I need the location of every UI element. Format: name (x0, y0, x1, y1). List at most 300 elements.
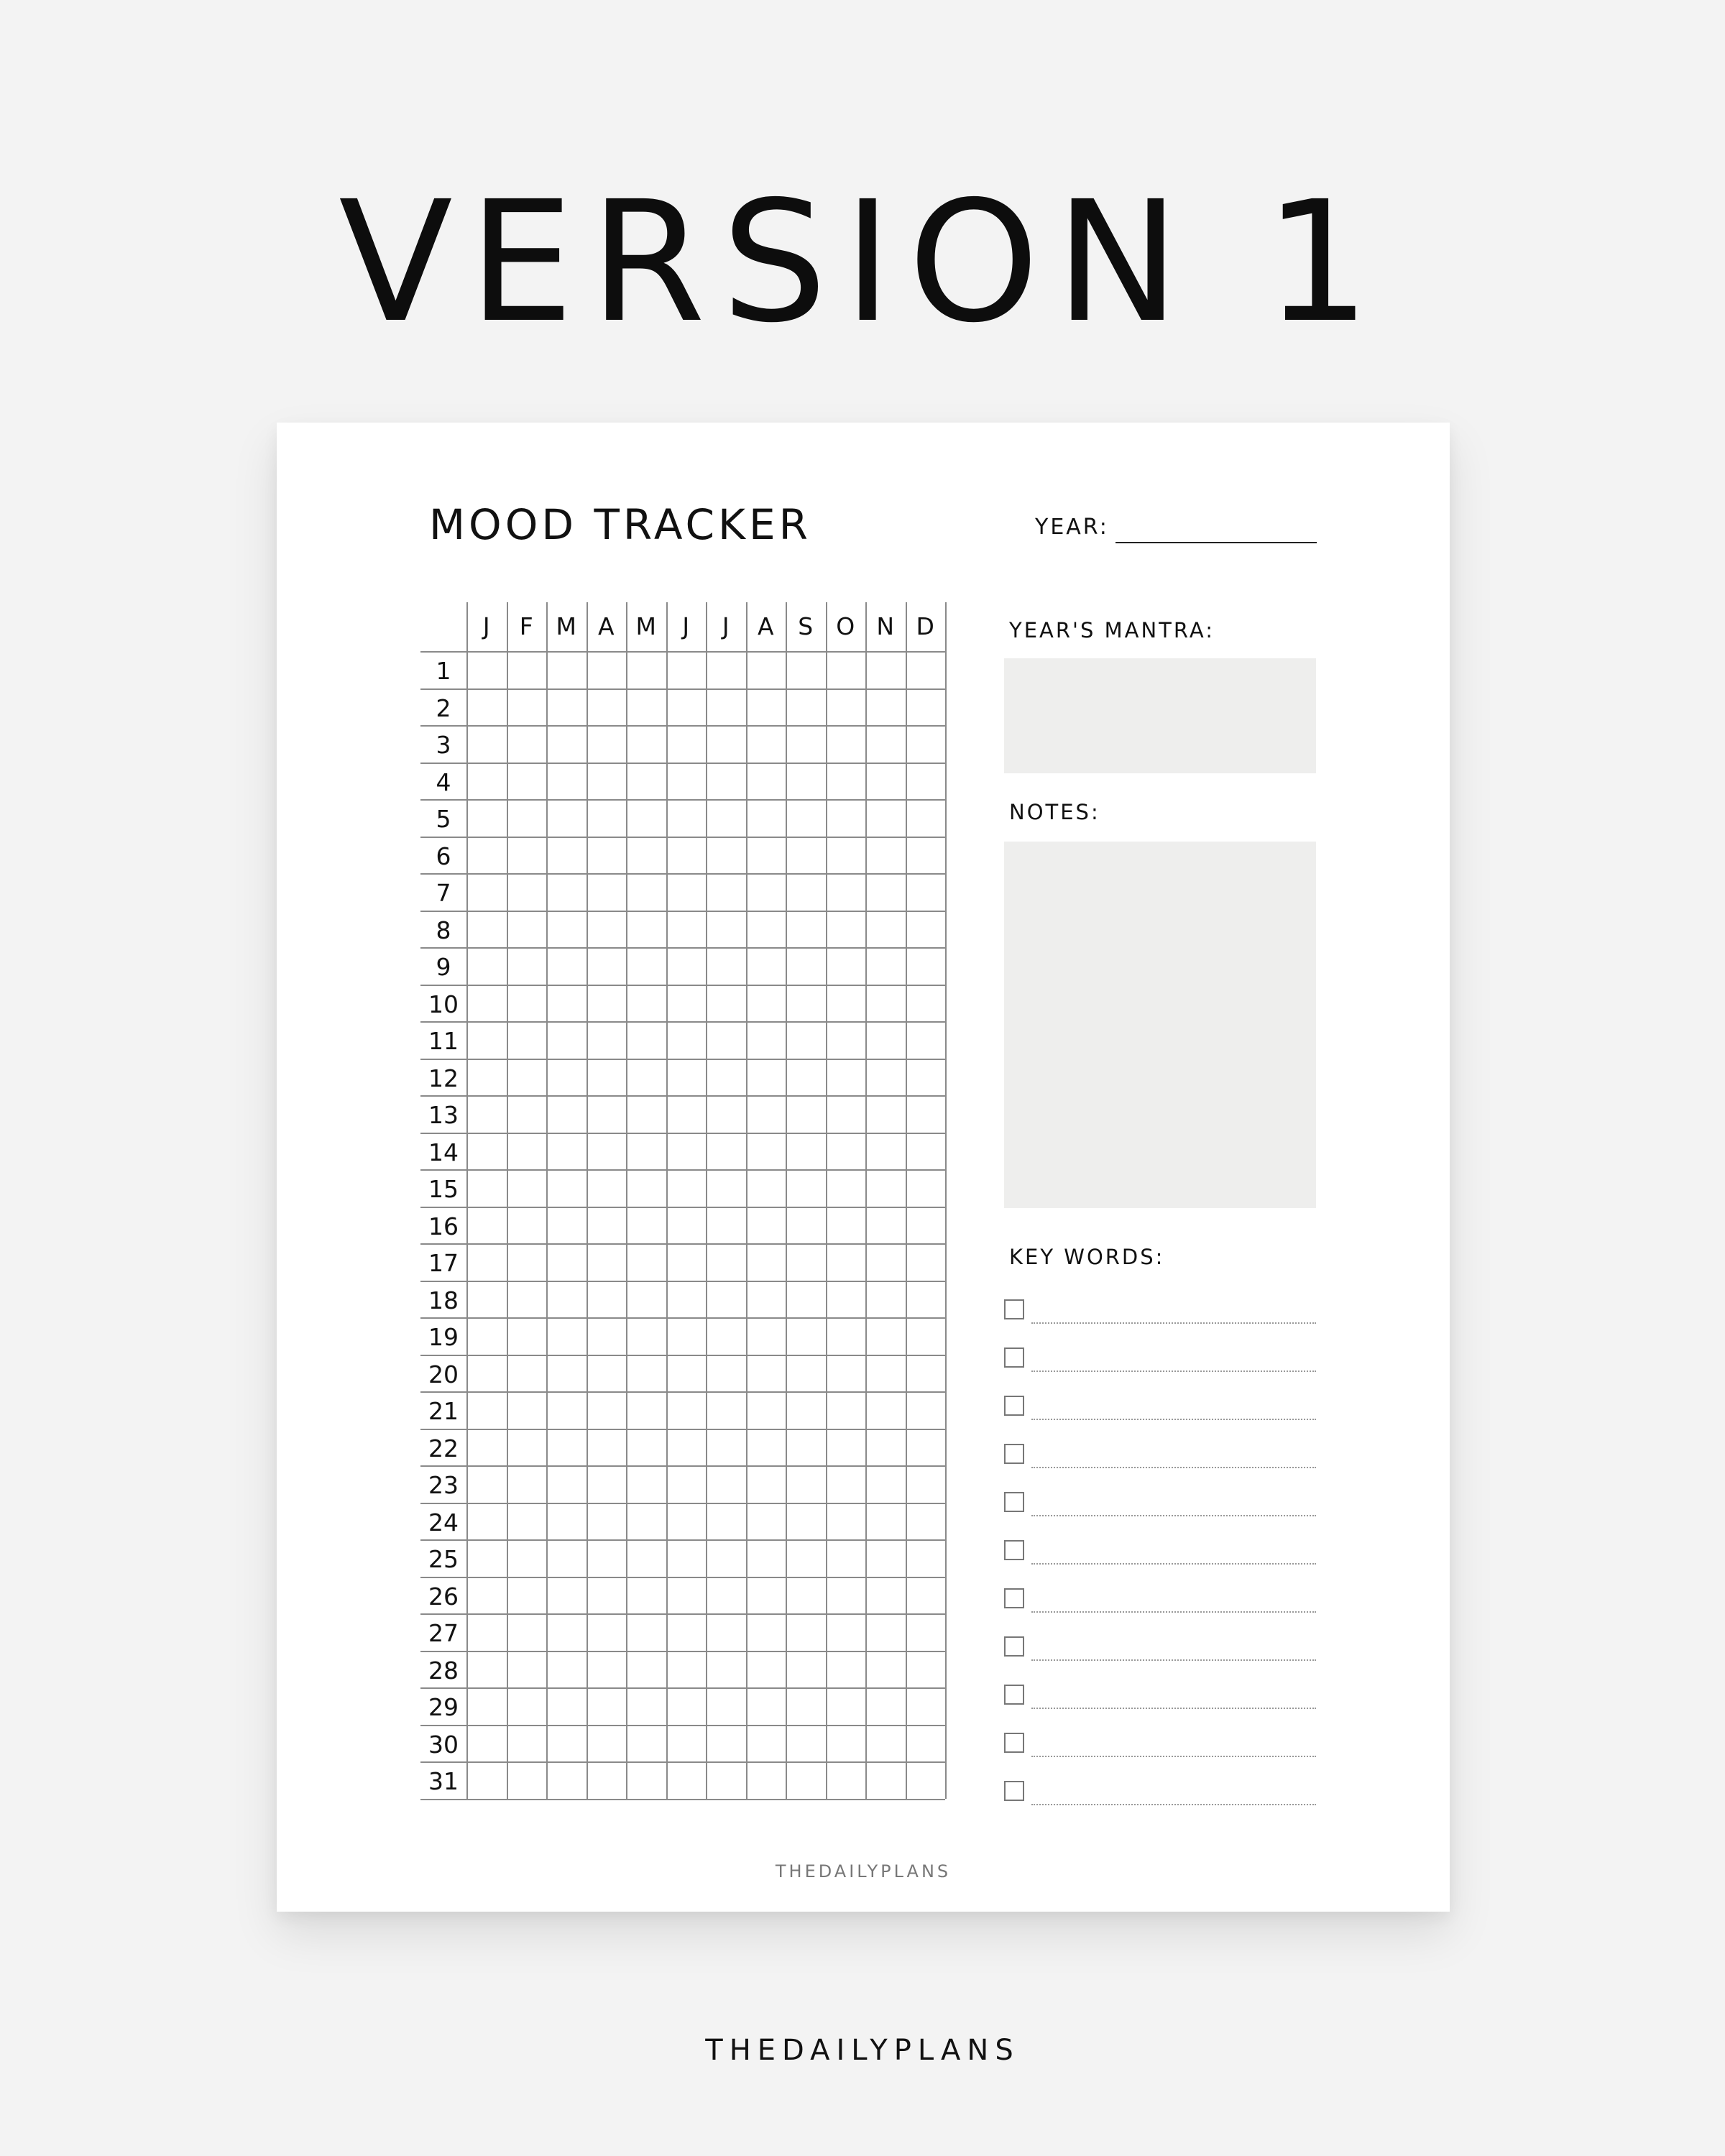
mood-cell[interactable] (787, 1097, 826, 1133)
mood-cell[interactable] (508, 727, 547, 763)
mood-cell[interactable] (707, 1245, 746, 1281)
mood-cell[interactable] (508, 1023, 547, 1059)
mood-cell[interactable] (627, 1319, 666, 1355)
mood-cell[interactable] (627, 838, 666, 874)
mood-cell[interactable] (907, 1393, 946, 1429)
mood-cell[interactable] (907, 1430, 946, 1466)
mood-cell[interactable] (627, 1282, 666, 1318)
mood-cell[interactable] (508, 1393, 547, 1429)
mood-cell[interactable] (907, 1245, 946, 1281)
mood-cell[interactable] (707, 986, 746, 1022)
mood-cell[interactable] (468, 653, 507, 688)
mood-cell[interactable] (707, 1134, 746, 1170)
mood-cell[interactable] (508, 1282, 547, 1318)
mood-cell[interactable] (508, 1171, 547, 1207)
mood-cell[interactable] (787, 1467, 826, 1503)
mood-cell[interactable] (627, 1208, 666, 1244)
mood-cell[interactable] (787, 1171, 826, 1207)
mood-cell[interactable] (548, 1134, 586, 1170)
mood-cell[interactable] (867, 912, 906, 948)
mood-cell[interactable] (548, 1393, 586, 1429)
mood-cell[interactable] (627, 801, 666, 837)
mood-cell[interactable] (748, 653, 786, 688)
mood-cell[interactable] (707, 949, 746, 985)
mood-cell[interactable] (508, 986, 547, 1022)
mood-cell[interactable] (668, 690, 707, 726)
mood-cell[interactable] (907, 690, 946, 726)
mood-cell[interactable] (867, 1097, 906, 1133)
mood-cell[interactable] (787, 1060, 826, 1096)
mood-cell[interactable] (748, 986, 786, 1022)
mood-cell[interactable] (907, 727, 946, 763)
mood-cell[interactable] (548, 1245, 586, 1281)
keyword-checkbox[interactable] (1004, 1396, 1024, 1416)
mood-cell[interactable] (668, 1504, 707, 1540)
mood-cell[interactable] (827, 801, 866, 837)
mood-cell[interactable] (907, 912, 946, 948)
mood-cell[interactable] (867, 838, 906, 874)
mood-cell[interactable] (588, 1319, 627, 1355)
mood-cell[interactable] (588, 1208, 627, 1244)
mood-cell[interactable] (668, 1393, 707, 1429)
mood-cell[interactable] (588, 1615, 627, 1651)
mood-cell[interactable] (548, 1578, 586, 1614)
keyword-line[interactable] (1031, 1419, 1316, 1420)
mood-cell[interactable] (907, 764, 946, 800)
keyword-checkbox[interactable] (1004, 1299, 1024, 1319)
keyword-line[interactable] (1031, 1322, 1316, 1324)
mood-cell[interactable] (748, 1356, 786, 1392)
mood-cell[interactable] (508, 1430, 547, 1466)
mood-cell[interactable] (548, 875, 586, 911)
mood-cell[interactable] (548, 1541, 586, 1577)
mood-cell[interactable] (748, 1430, 786, 1466)
mood-cell[interactable] (907, 1652, 946, 1688)
mood-cell[interactable] (707, 1393, 746, 1429)
mood-cell[interactable] (787, 1689, 826, 1725)
mood-cell[interactable] (827, 653, 866, 688)
mood-cell[interactable] (827, 1208, 866, 1244)
mood-cell[interactable] (907, 1578, 946, 1614)
mood-cell[interactable] (787, 801, 826, 837)
mood-cell[interactable] (627, 1393, 666, 1429)
mood-cell[interactable] (508, 653, 547, 688)
mood-cell[interactable] (588, 1430, 627, 1466)
mood-cell[interactable] (468, 1615, 507, 1651)
mood-cell[interactable] (468, 1023, 507, 1059)
mood-cell[interactable] (668, 838, 707, 874)
mood-cell[interactable] (588, 1504, 627, 1540)
mood-cell[interactable] (548, 1430, 586, 1466)
mood-cell[interactable] (508, 1541, 547, 1577)
mood-cell[interactable] (588, 653, 627, 688)
mood-cell[interactable] (468, 838, 507, 874)
mood-cell[interactable] (827, 727, 866, 763)
mood-cell[interactable] (787, 1578, 826, 1614)
mood-cell[interactable] (707, 1319, 746, 1355)
mood-cell[interactable] (548, 1319, 586, 1355)
mood-cell[interactable] (748, 1097, 786, 1133)
mood-cell[interactable] (748, 1245, 786, 1281)
mood-cell[interactable] (668, 764, 707, 800)
mood-cell[interactable] (748, 1467, 786, 1503)
mood-cell[interactable] (707, 1615, 746, 1651)
mood-cell[interactable] (787, 838, 826, 874)
mood-cell[interactable] (827, 1726, 866, 1762)
mood-cell[interactable] (907, 838, 946, 874)
mood-cell[interactable] (748, 1171, 786, 1207)
mood-cell[interactable] (468, 1319, 507, 1355)
mood-cell[interactable] (588, 1282, 627, 1318)
mood-cell[interactable] (827, 875, 866, 911)
mood-cell[interactable] (508, 1504, 547, 1540)
mood-cell[interactable] (748, 1023, 786, 1059)
mood-cell[interactable] (707, 1208, 746, 1244)
mood-cell[interactable] (827, 1171, 866, 1207)
mood-cell[interactable] (867, 1763, 906, 1799)
mood-cell[interactable] (668, 801, 707, 837)
mood-cell[interactable] (508, 764, 547, 800)
mood-cell[interactable] (827, 949, 866, 985)
mood-cell[interactable] (627, 1023, 666, 1059)
mood-cell[interactable] (588, 1134, 627, 1170)
mood-cell[interactable] (627, 727, 666, 763)
mood-cell[interactable] (668, 1060, 707, 1096)
keyword-checkbox[interactable] (1004, 1540, 1024, 1560)
mood-cell[interactable] (627, 1097, 666, 1133)
mood-cell[interactable] (548, 1652, 586, 1688)
mood-cell[interactable] (548, 986, 586, 1022)
mood-cell[interactable] (827, 1689, 866, 1725)
keyword-line[interactable] (1031, 1563, 1316, 1565)
keyword-line[interactable] (1031, 1804, 1316, 1805)
mood-cell[interactable] (668, 727, 707, 763)
mood-cell[interactable] (588, 1578, 627, 1614)
mood-cell[interactable] (468, 764, 507, 800)
mood-cell[interactable] (627, 949, 666, 985)
mood-cell[interactable] (668, 1356, 707, 1392)
mood-cell[interactable] (867, 1689, 906, 1725)
mood-cell[interactable] (827, 1060, 866, 1096)
mood-cell[interactable] (668, 912, 707, 948)
mood-cell[interactable] (907, 1097, 946, 1133)
mood-cell[interactable] (748, 801, 786, 837)
mood-cell[interactable] (787, 1393, 826, 1429)
mood-cell[interactable] (907, 1060, 946, 1096)
mood-cell[interactable] (627, 1726, 666, 1762)
mood-cell[interactable] (707, 1504, 746, 1540)
mood-cell[interactable] (787, 1763, 826, 1799)
mood-cell[interactable] (548, 1060, 586, 1096)
mood-cell[interactable] (668, 1726, 707, 1762)
mood-cell[interactable] (827, 1504, 866, 1540)
mood-cell[interactable] (668, 1578, 707, 1614)
mood-cell[interactable] (787, 764, 826, 800)
mood-cell[interactable] (707, 727, 746, 763)
mood-cell[interactable] (627, 1689, 666, 1725)
mood-cell[interactable] (707, 1689, 746, 1725)
mood-cell[interactable] (867, 1171, 906, 1207)
mood-cell[interactable] (508, 1615, 547, 1651)
mood-cell[interactable] (588, 1652, 627, 1688)
mood-cell[interactable] (827, 986, 866, 1022)
year-field-line[interactable] (1116, 542, 1317, 543)
mood-cell[interactable] (748, 912, 786, 948)
mood-cell[interactable] (627, 1134, 666, 1170)
mood-cell[interactable] (827, 1763, 866, 1799)
mood-cell[interactable] (787, 1134, 826, 1170)
mood-cell[interactable] (867, 690, 906, 726)
mood-cell[interactable] (468, 1467, 507, 1503)
mood-cell[interactable] (668, 1245, 707, 1281)
mood-cell[interactable] (668, 1171, 707, 1207)
mood-cell[interactable] (508, 838, 547, 874)
mood-cell[interactable] (827, 1282, 866, 1318)
mood-cell[interactable] (468, 1726, 507, 1762)
keyword-line[interactable] (1031, 1708, 1316, 1709)
mood-cell[interactable] (707, 1430, 746, 1466)
keyword-checkbox[interactable] (1004, 1685, 1024, 1705)
mood-cell[interactable] (707, 653, 746, 688)
notes-box[interactable] (1004, 842, 1316, 1208)
mood-cell[interactable] (827, 1023, 866, 1059)
mood-cell[interactable] (787, 690, 826, 726)
mood-cell[interactable] (668, 1763, 707, 1799)
mood-cell[interactable] (588, 1689, 627, 1725)
mood-cell[interactable] (627, 690, 666, 726)
mood-cell[interactable] (468, 690, 507, 726)
mood-cell[interactable] (668, 1134, 707, 1170)
mood-cell[interactable] (748, 1393, 786, 1429)
mood-cell[interactable] (508, 1097, 547, 1133)
mood-cell[interactable] (468, 727, 507, 763)
mood-cell[interactable] (588, 1245, 627, 1281)
mantra-box[interactable] (1004, 658, 1316, 773)
mood-cell[interactable] (907, 1282, 946, 1318)
mood-cell[interactable] (867, 1282, 906, 1318)
keyword-line[interactable] (1031, 1370, 1316, 1372)
mood-cell[interactable] (468, 1578, 507, 1614)
mood-cell[interactable] (827, 1097, 866, 1133)
mood-cell[interactable] (548, 1208, 586, 1244)
mood-cell[interactable] (668, 1541, 707, 1577)
mood-cell[interactable] (588, 1393, 627, 1429)
mood-cell[interactable] (548, 1171, 586, 1207)
mood-cell[interactable] (748, 1060, 786, 1096)
mood-cell[interactable] (907, 1208, 946, 1244)
mood-cell[interactable] (907, 1541, 946, 1577)
mood-cell[interactable] (627, 1430, 666, 1466)
mood-cell[interactable] (668, 653, 707, 688)
mood-cell[interactable] (588, 875, 627, 911)
mood-cell[interactable] (907, 1689, 946, 1725)
mood-cell[interactable] (627, 1578, 666, 1614)
mood-cell[interactable] (867, 986, 906, 1022)
mood-cell[interactable] (588, 1726, 627, 1762)
mood-cell[interactable] (867, 1060, 906, 1096)
mood-cell[interactable] (508, 1726, 547, 1762)
mood-cell[interactable] (907, 986, 946, 1022)
mood-cell[interactable] (468, 1652, 507, 1688)
mood-cell[interactable] (748, 764, 786, 800)
mood-cell[interactable] (668, 1097, 707, 1133)
mood-cell[interactable] (668, 875, 707, 911)
mood-cell[interactable] (867, 764, 906, 800)
mood-cell[interactable] (468, 1060, 507, 1096)
mood-cell[interactable] (707, 875, 746, 911)
mood-cell[interactable] (548, 1282, 586, 1318)
mood-cell[interactable] (827, 1578, 866, 1614)
mood-cell[interactable] (668, 1430, 707, 1466)
mood-cell[interactable] (907, 1504, 946, 1540)
mood-cell[interactable] (548, 949, 586, 985)
mood-cell[interactable] (548, 1356, 586, 1392)
mood-cell[interactable] (787, 1726, 826, 1762)
mood-cell[interactable] (707, 1726, 746, 1762)
mood-cell[interactable] (867, 1023, 906, 1059)
mood-cell[interactable] (707, 1356, 746, 1392)
mood-cell[interactable] (787, 1245, 826, 1281)
mood-cell[interactable] (468, 1208, 507, 1244)
mood-cell[interactable] (787, 1541, 826, 1577)
mood-cell[interactable] (907, 875, 946, 911)
mood-cell[interactable] (907, 1615, 946, 1651)
mood-cell[interactable] (548, 838, 586, 874)
mood-cell[interactable] (867, 1541, 906, 1577)
mood-cell[interactable] (468, 801, 507, 837)
mood-cell[interactable] (827, 1615, 866, 1651)
mood-cell[interactable] (508, 1060, 547, 1096)
mood-cell[interactable] (588, 949, 627, 985)
mood-cell[interactable] (508, 875, 547, 911)
mood-cell[interactable] (668, 986, 707, 1022)
mood-cell[interactable] (787, 653, 826, 688)
mood-cell[interactable] (508, 801, 547, 837)
mood-cell[interactable] (548, 912, 586, 948)
mood-cell[interactable] (867, 1430, 906, 1466)
mood-cell[interactable] (867, 801, 906, 837)
mood-cell[interactable] (748, 1282, 786, 1318)
mood-cell[interactable] (867, 1726, 906, 1762)
mood-cell[interactable] (548, 764, 586, 800)
mood-cell[interactable] (827, 690, 866, 726)
mood-cell[interactable] (867, 1578, 906, 1614)
mood-cell[interactable] (548, 653, 586, 688)
mood-cell[interactable] (748, 1208, 786, 1244)
mood-cell[interactable] (627, 653, 666, 688)
mood-cell[interactable] (627, 1652, 666, 1688)
mood-cell[interactable] (907, 1319, 946, 1355)
mood-cell[interactable] (668, 1023, 707, 1059)
mood-cell[interactable] (787, 1282, 826, 1318)
mood-cell[interactable] (787, 1504, 826, 1540)
mood-cell[interactable] (548, 1504, 586, 1540)
mood-cell[interactable] (548, 1726, 586, 1762)
mood-cell[interactable] (787, 912, 826, 948)
mood-cell[interactable] (468, 1763, 507, 1799)
mood-cell[interactable] (468, 1134, 507, 1170)
mood-cell[interactable] (748, 1689, 786, 1725)
mood-cell[interactable] (508, 1578, 547, 1614)
keyword-checkbox[interactable] (1004, 1733, 1024, 1753)
mood-cell[interactable] (827, 1393, 866, 1429)
mood-cell[interactable] (468, 912, 507, 948)
mood-cell[interactable] (508, 1689, 547, 1725)
mood-cell[interactable] (867, 1393, 906, 1429)
mood-cell[interactable] (548, 727, 586, 763)
mood-cell[interactable] (748, 1319, 786, 1355)
mood-cell[interactable] (468, 1689, 507, 1725)
mood-cell[interactable] (468, 1282, 507, 1318)
mood-cell[interactable] (468, 1356, 507, 1392)
mood-cell[interactable] (627, 1763, 666, 1799)
mood-cell[interactable] (508, 1467, 547, 1503)
mood-cell[interactable] (588, 1023, 627, 1059)
mood-cell[interactable] (508, 912, 547, 948)
mood-cell[interactable] (468, 1541, 507, 1577)
mood-cell[interactable] (907, 1171, 946, 1207)
mood-cell[interactable] (468, 1504, 507, 1540)
mood-cell[interactable] (588, 1171, 627, 1207)
keyword-checkbox[interactable] (1004, 1781, 1024, 1801)
mood-cell[interactable] (668, 1282, 707, 1318)
mood-cell[interactable] (468, 949, 507, 985)
mood-cell[interactable] (548, 801, 586, 837)
mood-cell[interactable] (588, 1060, 627, 1096)
mood-cell[interactable] (508, 1652, 547, 1688)
mood-cell[interactable] (827, 1430, 866, 1466)
mood-cell[interactable] (787, 727, 826, 763)
mood-cell[interactable] (707, 1097, 746, 1133)
keyword-checkbox[interactable] (1004, 1588, 1024, 1608)
mood-cell[interactable] (668, 1689, 707, 1725)
mood-cell[interactable] (867, 875, 906, 911)
mood-cell[interactable] (668, 1615, 707, 1651)
mood-cell[interactable] (707, 1282, 746, 1318)
mood-cell[interactable] (827, 912, 866, 948)
mood-cell[interactable] (588, 1763, 627, 1799)
mood-cell[interactable] (867, 1467, 906, 1503)
mood-cell[interactable] (707, 764, 746, 800)
mood-cell[interactable] (787, 1356, 826, 1392)
mood-cell[interactable] (707, 1578, 746, 1614)
mood-cell[interactable] (748, 1726, 786, 1762)
mood-cell[interactable] (468, 1171, 507, 1207)
mood-cell[interactable] (468, 1245, 507, 1281)
mood-cell[interactable] (668, 1652, 707, 1688)
mood-cell[interactable] (627, 1541, 666, 1577)
mood-cell[interactable] (907, 1726, 946, 1762)
mood-cell[interactable] (468, 1430, 507, 1466)
keyword-line[interactable] (1031, 1467, 1316, 1468)
mood-cell[interactable] (548, 1467, 586, 1503)
mood-cell[interactable] (548, 1615, 586, 1651)
mood-cell[interactable] (907, 801, 946, 837)
mood-cell[interactable] (748, 1504, 786, 1540)
mood-cell[interactable] (907, 1467, 946, 1503)
mood-cell[interactable] (508, 1245, 547, 1281)
mood-cell[interactable] (748, 1578, 786, 1614)
mood-cell[interactable] (508, 1208, 547, 1244)
mood-cell[interactable] (548, 1689, 586, 1725)
mood-cell[interactable] (548, 1023, 586, 1059)
mood-cell[interactable] (907, 1356, 946, 1392)
mood-cell[interactable] (787, 1615, 826, 1651)
keyword-checkbox[interactable] (1004, 1348, 1024, 1368)
mood-cell[interactable] (867, 1615, 906, 1651)
mood-cell[interactable] (867, 653, 906, 688)
mood-cell[interactable] (867, 727, 906, 763)
